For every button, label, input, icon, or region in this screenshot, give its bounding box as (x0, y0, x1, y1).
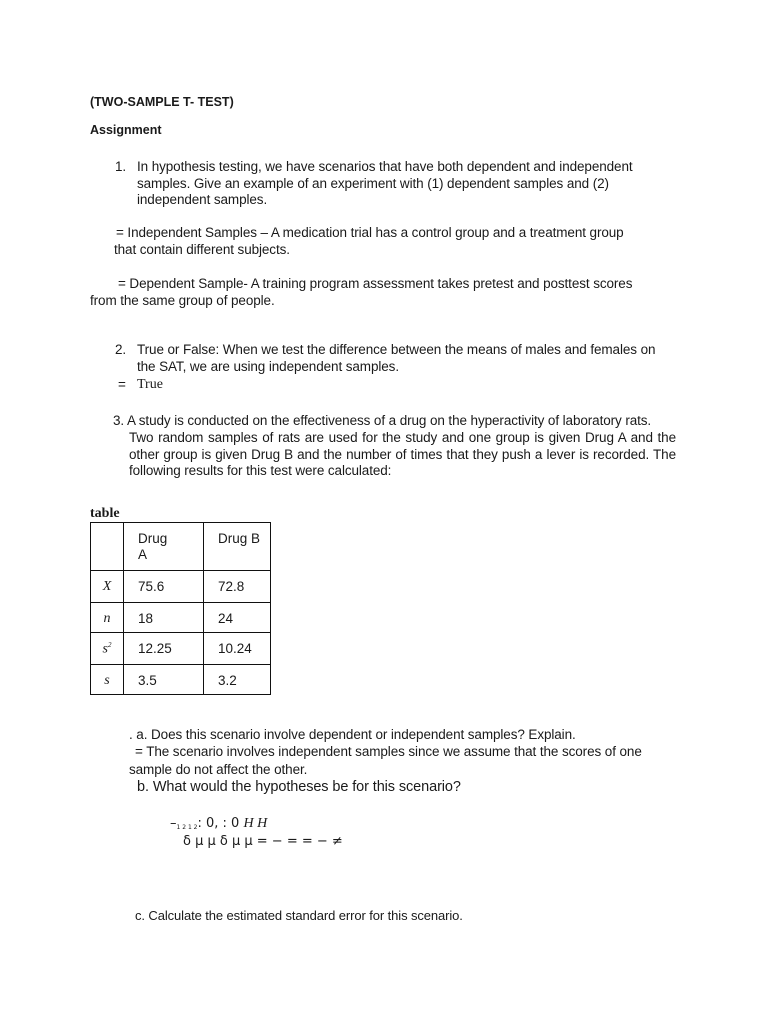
q3-body: Two random samples of rats are used for the study and one group is given Drug A and the other group is given Drug B and the number of times that they push a lever is recorded. The following results for this test were calculated: (129, 430, 676, 479)
row-symbol-mean (91, 571, 124, 603)
q2-line-1: True or False: When we test the difference between the means of males and females on (137, 342, 656, 357)
part-a-answer-line-2: sample do not affect the other. (129, 762, 308, 777)
hypotheses-formula-line-1 (170, 816, 267, 832)
table-row (91, 665, 271, 695)
q1-line-1: In hypothesis testing, we have scenarios that have both dependent and independent (137, 159, 633, 174)
variance-drug-b: 10.24 (218, 641, 252, 656)
table-corner-cell (91, 523, 124, 571)
header-drug-a (124, 523, 204, 571)
cell-a (124, 633, 204, 665)
q2-number: 2. (115, 342, 127, 357)
row-symbol-n (91, 603, 124, 633)
sd-drug-a: 3.5 (138, 673, 157, 688)
q1-answer2-line-2: from the same group of people. (90, 293, 275, 308)
symbol-s: s (104, 673, 110, 688)
results-table (90, 522, 271, 695)
mean-drug-b: 72.8 (218, 579, 245, 594)
cell-b (204, 665, 271, 695)
formula-dash: – (170, 816, 177, 831)
part-a-answer-line-1: = The scenario involves independent samples since we assume that the scores of one (135, 744, 642, 759)
q1-answer1-line-2: that contain different subjects. (114, 242, 290, 257)
n-drug-b: 24 (218, 611, 234, 626)
q1-line-3: independent samples. (137, 192, 268, 207)
header-drug-b (204, 523, 271, 571)
q2-answer-prefix: = (118, 377, 126, 392)
row-symbol-variance (91, 633, 124, 665)
table-row (91, 633, 271, 665)
symbol-s2-base: s (102, 641, 108, 657)
row-symbol-sd (91, 665, 124, 695)
cell-a (124, 603, 204, 633)
cell-b (204, 571, 271, 603)
symbol-n: n (103, 611, 111, 626)
q1-answer2-line-1: = Dependent Sample- A training program assessment takes pretest and posttest scores (118, 276, 633, 291)
header-drug-b-label: Drug B (218, 531, 261, 546)
cell-a (124, 665, 204, 695)
table-row (91, 571, 271, 603)
q1-number: 1. (115, 159, 127, 174)
cell-b (204, 633, 271, 665)
hypotheses-formula-line-2: δ μ μ δ μ μ = − = = − ≠ (183, 834, 343, 849)
formula-values: : 0, : 0 (197, 816, 240, 831)
table-label: table (90, 506, 120, 521)
symbol-x: X (102, 579, 112, 594)
sd-drug-b: 3.2 (218, 673, 237, 688)
assignment-heading: Assignment (90, 123, 162, 137)
cell-b (204, 603, 271, 633)
q2-line-2: the SAT, we are using independent samples. (137, 359, 399, 374)
part-b-question: b. What would the hypotheses be for this scenario? (137, 779, 461, 795)
table-row (91, 603, 271, 633)
variance-drug-a: 12.25 (138, 641, 172, 656)
document-title: (TWO-SAMPLE T- TEST) (90, 95, 234, 109)
cell-a (124, 571, 204, 603)
q1-answer1-line-1: = Independent Samples – A medication trial has a control group and a treatment group (116, 225, 624, 240)
part-c-question: c. Calculate the estimated standard error for this scenario. (135, 908, 463, 923)
header-drug-a-label: Drug A (138, 531, 168, 562)
q1-line-2: samples. Give an example of an experiment with (1) dependent samples and (2) (137, 176, 609, 191)
n-drug-a: 18 (138, 611, 154, 626)
formula-h-symbols: H H (243, 816, 268, 831)
symbol-s2-superscript: 2 (107, 641, 112, 649)
formula-subscripts: 1 2 1 2 (176, 824, 198, 831)
q2-answer: True (137, 377, 163, 392)
mean-drug-a: 75.6 (138, 579, 165, 594)
part-a-question: . a. Does this scenario involve dependent or independent samples? Explain. (129, 727, 576, 742)
q3-first-line: 3. A study is conducted on the effectiveness of a drug on the hyperactivity of laboratory rats. (113, 413, 652, 428)
table-header-row (91, 523, 271, 571)
symbol-s2 (91, 633, 123, 658)
